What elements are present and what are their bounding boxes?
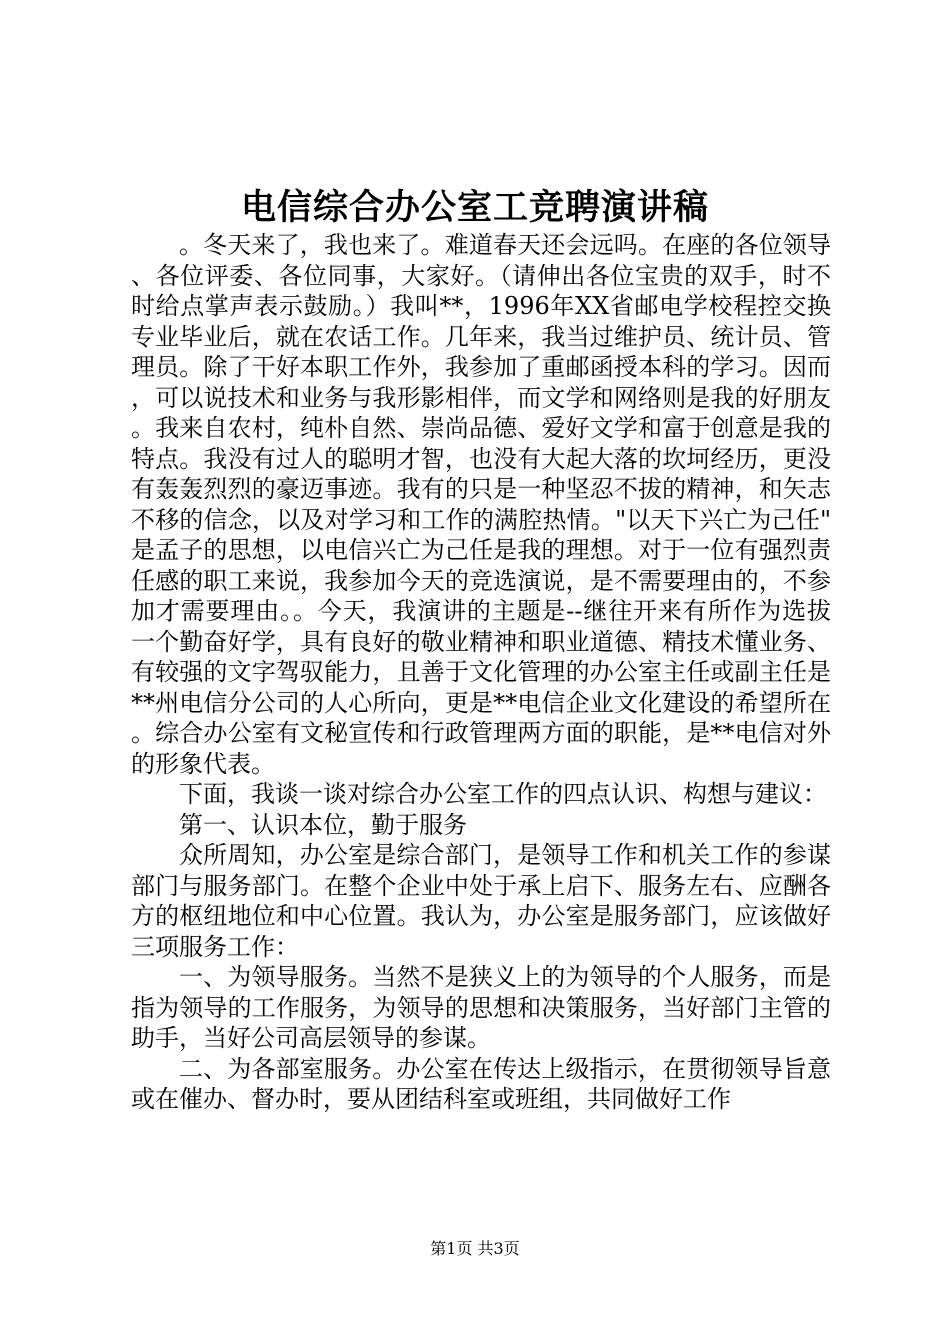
page-footer: 第1页 共3页 xyxy=(430,1239,520,1258)
document-body xyxy=(131,230,831,1115)
paragraph-serve-leaders: 一、为领导服务。当然不是狭义上的为领导的个人服务，而是指为领导的工作服务，为领导的思想和决策服务，当好部门主管的助手，当好公司高层领导的参谋。 xyxy=(131,963,831,1052)
paragraph-transition: 下面，我谈一谈对综合办公室工作的四点认识、构想与建议： xyxy=(179,780,827,808)
paragraph-office-role: 众所周知，办公室是综合部门，是领导工作和机关工作的参谋部门与服务部门。在整个企业中处于承上启下、服务左右、应酬各方的枢纽地位和中心位置。我认为，办公室是服务部门，应该做好三项服务工作： xyxy=(131,841,831,961)
section-heading-1: 第一、认识本位，勤于服务 xyxy=(179,810,467,839)
paragraph-intro: 。冬天来了，我也来了。难道春天还会远吗。在座的各位领导、各位评委、各位同事，大家好。（请伸出各位宝贵的双手，时不时给点掌声表示鼓励。）我叫**，1996年XX省邮电学校程控交换专业毕业后，就在农话工作。几年来，我当过维护员、统计员、管理员。除了干好本职工作外，我参加了重邮函授本科的学习。因而，可以说技术和业务与我形影相伴，而文学和网络则是我的好朋友。我来自农村，纯朴自然、崇尚品德、爱好文学和富于创意是我的特点。我没有过人的聪明才智，也没有大起大落的坎坷经历，更没有轰轰烈烈的豪迈事迹。我有的只是一种坚忍不拔的精神，和矢志不移的信念，以及对学习和工作的满腔热情。"以天下兴亡为己任"是孟子的思想，以电信兴亡为己任是我的理想。对于一位有强烈责任感的职工来说，我参加今天的竞选演说，是不需要理由的，不参加才需要理由。。今天，我演讲的主题是--继往开来有所作为选拔一个勤奋好学，具有良好的敬业精神和职业道德、精技术懂业务、有较强的文字驾驭能力，且善于文化管理的办公室主任或副主任是**州电信分公司的人心所向，更是**电信企业文化建设的希望所在。综合办公室有文秘宣传和行政管理两方面的职能，是**电信对外的形象代表。 xyxy=(131,231,831,778)
document-title: 电信综合办公室工竞聘演讲稿 xyxy=(240,187,709,228)
paragraph-serve-departments: 二、为各部室服务。办公室在传达上级指示，在贯彻领导旨意或在催办、督办时，要从团结科室或班组，共同做好工作 xyxy=(131,1054,831,1113)
